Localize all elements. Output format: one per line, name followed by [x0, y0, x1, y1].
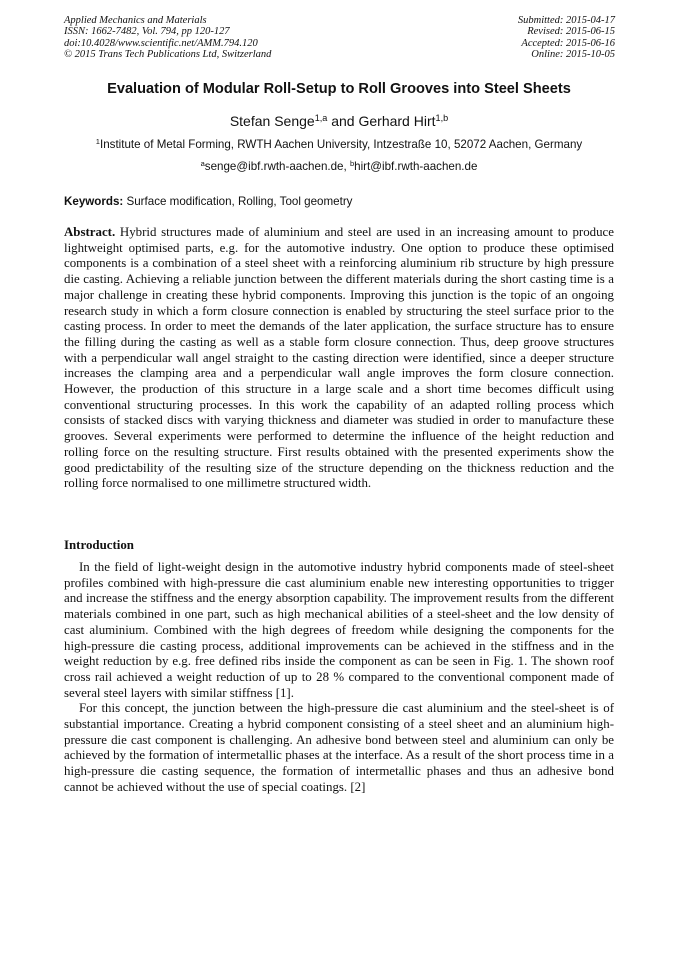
- author-emails: [0, 160, 678, 173]
- section-heading-introduction: Introduction: [64, 538, 134, 552]
- email-a[interactable]: senge@ibf.rwth-aachen.de,: [204, 160, 350, 173]
- author-line: [0, 113, 678, 129]
- paper-title: Evaluation of Modular Roll-Setup to Roll Grooves into Steel Sheets: [107, 81, 571, 97]
- abstract: [64, 225, 614, 492]
- doi: doi:10.4028/www.scientific.net/AMM.794.120: [64, 37, 258, 49]
- accepted-date: Accepted: 2015-06-16: [521, 37, 615, 49]
- journal-name: Applied Mechanics and Materials: [64, 15, 207, 26]
- keywords: [64, 195, 352, 208]
- introduction-body: [64, 560, 614, 796]
- abstract-label: Abstract.: [64, 225, 116, 239]
- introduction-paragraph-1: In the field of light-weight design in the automotive industry hybrid components made of steel-sheet profiles combined with high-pressure die cast aluminium enable new interesting opportunities to trigger and increase the stiffness and the energy absorption capability. The improvement results from the different materials combined in one part, such as high mechanical abilities of a steel-sheet and the low density of cast aluminium. Combined with the high degrees of freedom while designing the components for the high-pressure die casting process, additional improvements can be achieved in the stiffness and in the weight reduction by e.g. free defined ribs inside the component as can be seen in Fig. 1. The shown roof cross rail achieved a weight reduction of up to 28 % compared to the conventional component made of several steel layers with similar stiffness [1].: [64, 560, 614, 700]
- email-b-mark: b: [349, 158, 355, 168]
- author-2: Gerhard Hirt: [358, 113, 436, 129]
- online-date: Online: 2015-10-05: [531, 48, 615, 60]
- keywords-label: Keywords:: [64, 195, 124, 208]
- email-b[interactable]: hirt@ibf.rwth-aachen.de: [354, 160, 478, 173]
- keywords-text: Surface modification, Rolling, Tool geometry: [123, 195, 353, 208]
- affiliation: [0, 138, 678, 151]
- author-1-affiliation-mark: 1,a: [314, 113, 328, 123]
- affiliation-mark: 1: [95, 136, 100, 146]
- introduction-paragraph-2: For this concept, the junction between the high-pressure die cast aluminium and the steel-sheet is of substantial importance. Creating a hybrid component consisting of a steel sheet and an aluminium high-pressure die cast component is challenging. An adhesive bond between steel and aluminium can only be achieved by the formation of intermetallic phases at the interface. As a result of the short process time in a high-pressure die casting sequence, the formation of intermetallic phases and thus an adhesive bond cannot be achieved without the use of special coatings. [2]: [64, 701, 614, 794]
- revised-date: Revised: 2015-06-15: [527, 26, 615, 38]
- copyright: © 2015 Trans Tech Publications Ltd, Switzerland: [64, 48, 272, 60]
- affiliation-text: Institute of Metal Forming, RWTH Aachen University, Intzestraße 10, 52072 Aachen, Germany: [99, 138, 583, 151]
- author-conjunction: and: [327, 113, 359, 129]
- journal-info: [64, 15, 271, 60]
- author-1: Stefan Senge: [229, 113, 315, 129]
- publication-dates: [518, 15, 615, 60]
- submitted-date: Submitted: 2015-04-17: [517, 15, 615, 26]
- author-2-affiliation-mark: 1,b: [435, 113, 449, 123]
- abstract-text: Hybrid structures made of aluminium and steel are used in an increasing amount to produce lightweight optimised parts, e.g. for the automotive industry. One option to produce these optimised components is a combination of a steel sheet with a reinforcing aluminium rib structure by high pressure die casting. Achieving a reliable junction between the different materials during the short casting time is a major challenge in creating these hybrid components. Improving this junction is the topic of an ongoing research study in which a form closure connection is enabled by structuring the steel surface prior to the casting process. In order to meet the demands of the later application, the surface structure has to ensure the filling during the casting as well as a stable form closure connection. Thus, deep groove structures with a perpendicular wall angel straight to the casting direction were identified, since a deeper structure increases the clamping area and a perpendicular wall angle improves the form closure connection. However, the production of this structure in a large scale and a short time becomes difficult using conventional structuring processes. In this work the capability of an adapted rolling process which consists of stacked discs with varying thickness and diameter was studied in order to manufacture these grooves. Several experiments were performed to determine the influence of the height reduction and rolling force on the resulting structure. First results obtained with the presented experiments show the good predictability of the resulting size of the structure depending on the thickness reduction and the rolling force normalised to one millimetre structured width.: [64, 225, 614, 491]
- email-a-mark: a: [200, 158, 205, 168]
- issn: ISSN: 1662-7482, Vol. 794, pp 120-127: [64, 26, 230, 38]
